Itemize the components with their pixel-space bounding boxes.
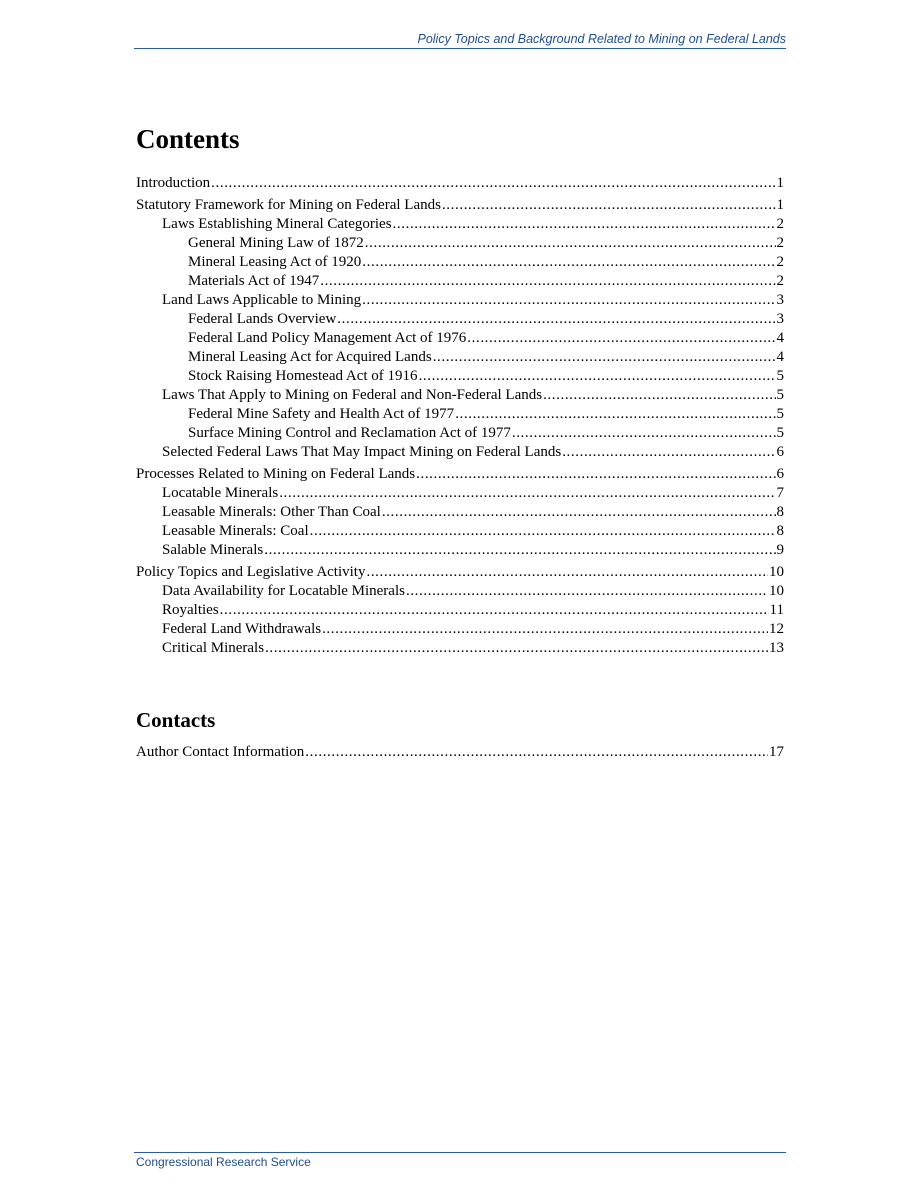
toc-entry-title: Laws That Apply to Mining on Federal and Non-Federal Lands xyxy=(162,387,543,403)
toc-entry[interactable] xyxy=(136,234,784,253)
dot-leader xyxy=(393,215,776,234)
toc-entry-title: General Mining Law of 1872 xyxy=(188,235,364,251)
toc-entry[interactable] xyxy=(136,291,784,310)
toc-entry-page: 4 xyxy=(776,349,784,365)
toc-entry[interactable] xyxy=(136,386,784,405)
toc-entry-title: Author Contact Information xyxy=(136,744,305,760)
dot-leader xyxy=(382,503,776,522)
dot-leader xyxy=(433,348,776,367)
toc-entry-title: Statutory Framework for Mining on Federal Lands xyxy=(136,197,441,213)
toc-entry-title: Stock Raising Homestead Act of 1916 xyxy=(188,368,418,384)
toc-entry[interactable] xyxy=(136,253,784,272)
toc-entry-page: 2 xyxy=(776,216,784,232)
dot-leader xyxy=(467,329,775,348)
toc-entry[interactable] xyxy=(136,563,784,582)
toc-entry-title: Leasable Minerals: Coal xyxy=(162,523,309,539)
dot-leader xyxy=(562,443,775,462)
dot-leader xyxy=(305,743,768,762)
toc-entry[interactable] xyxy=(136,310,784,329)
toc-entry-page: 2 xyxy=(776,254,784,270)
contacts-heading: Contacts xyxy=(136,708,216,732)
toc-entry-title: Royalties xyxy=(162,602,219,618)
toc-entry-page: 5 xyxy=(776,406,784,422)
dot-leader xyxy=(442,196,776,215)
toc-entry[interactable] xyxy=(136,620,784,639)
dot-leader xyxy=(337,310,775,329)
toc-entry[interactable] xyxy=(136,601,784,620)
dot-leader xyxy=(365,234,776,253)
toc-entry-title: Mineral Leasing Act for Acquired Lands xyxy=(188,349,432,365)
toc-entry[interactable] xyxy=(136,522,784,541)
toc-entry-page: 6 xyxy=(776,466,784,482)
toc-entry-page: 5 xyxy=(776,387,784,403)
toc-entry[interactable] xyxy=(136,424,784,443)
toc-entry[interactable] xyxy=(136,272,784,291)
toc-entry-page: 4 xyxy=(776,330,784,346)
toc-entry[interactable] xyxy=(136,465,784,484)
dot-leader xyxy=(512,424,776,443)
toc-entry[interactable] xyxy=(136,215,784,234)
toc-entry[interactable] xyxy=(136,196,784,215)
toc-entry-page: 1 xyxy=(776,197,784,213)
toc-entry-title: Materials Act of 1947 xyxy=(188,273,320,289)
toc-entry-page: 8 xyxy=(776,504,784,520)
dot-leader xyxy=(265,639,768,658)
dot-leader xyxy=(279,484,775,503)
dot-leader xyxy=(310,522,776,541)
dot-leader xyxy=(362,253,775,272)
toc-entry-page: 6 xyxy=(776,444,784,460)
table-of-contents xyxy=(136,174,784,658)
toc-entry[interactable] xyxy=(136,484,784,503)
toc-entry-title: Federal Land Withdrawals xyxy=(162,621,322,637)
toc-entry[interactable] xyxy=(136,503,784,522)
toc-entry-page: 10 xyxy=(769,564,784,580)
toc-entry[interactable] xyxy=(136,743,784,762)
toc-entry-title: Data Availability for Locatable Minerals xyxy=(162,583,405,599)
toc-entry-page: 12 xyxy=(769,621,784,637)
dot-leader xyxy=(320,272,775,291)
toc-entry-page: 13 xyxy=(769,640,784,656)
toc-entry-title: Land Laws Applicable to Mining xyxy=(162,292,362,308)
toc-entry-page: 1 xyxy=(776,175,784,191)
toc-entry-title: Laws Establishing Mineral Categories xyxy=(162,216,392,232)
toc-entry-page: 3 xyxy=(776,292,784,308)
toc-entry-page: 7 xyxy=(776,485,784,501)
toc-entry-page: 11 xyxy=(769,602,784,618)
toc-entry-title: Federal Lands Overview xyxy=(188,311,337,327)
toc-entry-title: Leasable Minerals: Other Than Coal xyxy=(162,504,381,520)
toc-entry[interactable] xyxy=(136,582,784,601)
dot-leader xyxy=(264,541,775,560)
toc-entry-title: Salable Minerals xyxy=(162,542,264,558)
running-header: Policy Topics and Background Related to Mining on Federal Lands xyxy=(134,32,786,49)
toc-entry[interactable] xyxy=(136,174,784,193)
dot-leader xyxy=(366,563,768,582)
toc-entry-page: 8 xyxy=(776,523,784,539)
dot-leader xyxy=(419,367,776,386)
contents-heading: Contents xyxy=(136,124,240,154)
toc-entry-page: 17 xyxy=(769,744,784,760)
toc-entry-title: Federal Mine Safety and Health Act of 1977 xyxy=(188,406,455,422)
footer-publisher: Congressional Research Service xyxy=(136,1155,311,1169)
toc-entry[interactable] xyxy=(136,329,784,348)
dot-leader xyxy=(543,386,775,405)
toc-entry-title: Surface Mining Control and Reclamation Act of 1977 xyxy=(188,425,511,441)
toc-entry-title: Federal Land Policy Management Act of 1976 xyxy=(188,330,467,346)
toc-entry-title: Critical Minerals xyxy=(162,640,265,656)
footer-rule xyxy=(134,1152,786,1153)
toc-entry-title: Introduction xyxy=(136,175,211,191)
toc-entry-page: 9 xyxy=(776,542,784,558)
dot-leader xyxy=(455,405,775,424)
toc-entry[interactable] xyxy=(136,541,784,560)
toc-entry-title: Mineral Leasing Act of 1920 xyxy=(188,254,362,270)
toc-entry-title: Selected Federal Laws That May Impact Mining on Federal Lands xyxy=(162,444,562,460)
contacts-list xyxy=(136,743,784,762)
dot-leader xyxy=(416,465,775,484)
dot-leader xyxy=(362,291,775,310)
toc-entry-page: 2 xyxy=(776,235,784,251)
toc-entry-page: 5 xyxy=(776,425,784,441)
toc-entry-page: 10 xyxy=(769,583,784,599)
toc-entry-title: Locatable Minerals xyxy=(162,485,279,501)
toc-entry[interactable] xyxy=(136,367,784,386)
toc-entry[interactable] xyxy=(136,405,784,424)
dot-leader xyxy=(322,620,768,639)
toc-entry-page: 5 xyxy=(776,368,784,384)
dot-leader xyxy=(406,582,768,601)
dot-leader xyxy=(211,174,775,193)
toc-entry-title: Policy Topics and Legislative Activity xyxy=(136,564,366,580)
toc-entry-page: 2 xyxy=(776,273,784,289)
toc-entry-page: 3 xyxy=(776,311,784,327)
dot-leader xyxy=(220,601,769,620)
toc-entry[interactable] xyxy=(136,639,784,658)
toc-entry[interactable] xyxy=(136,443,784,462)
toc-entry-title: Processes Related to Mining on Federal Lands xyxy=(136,466,416,482)
toc-entry[interactable] xyxy=(136,348,784,367)
